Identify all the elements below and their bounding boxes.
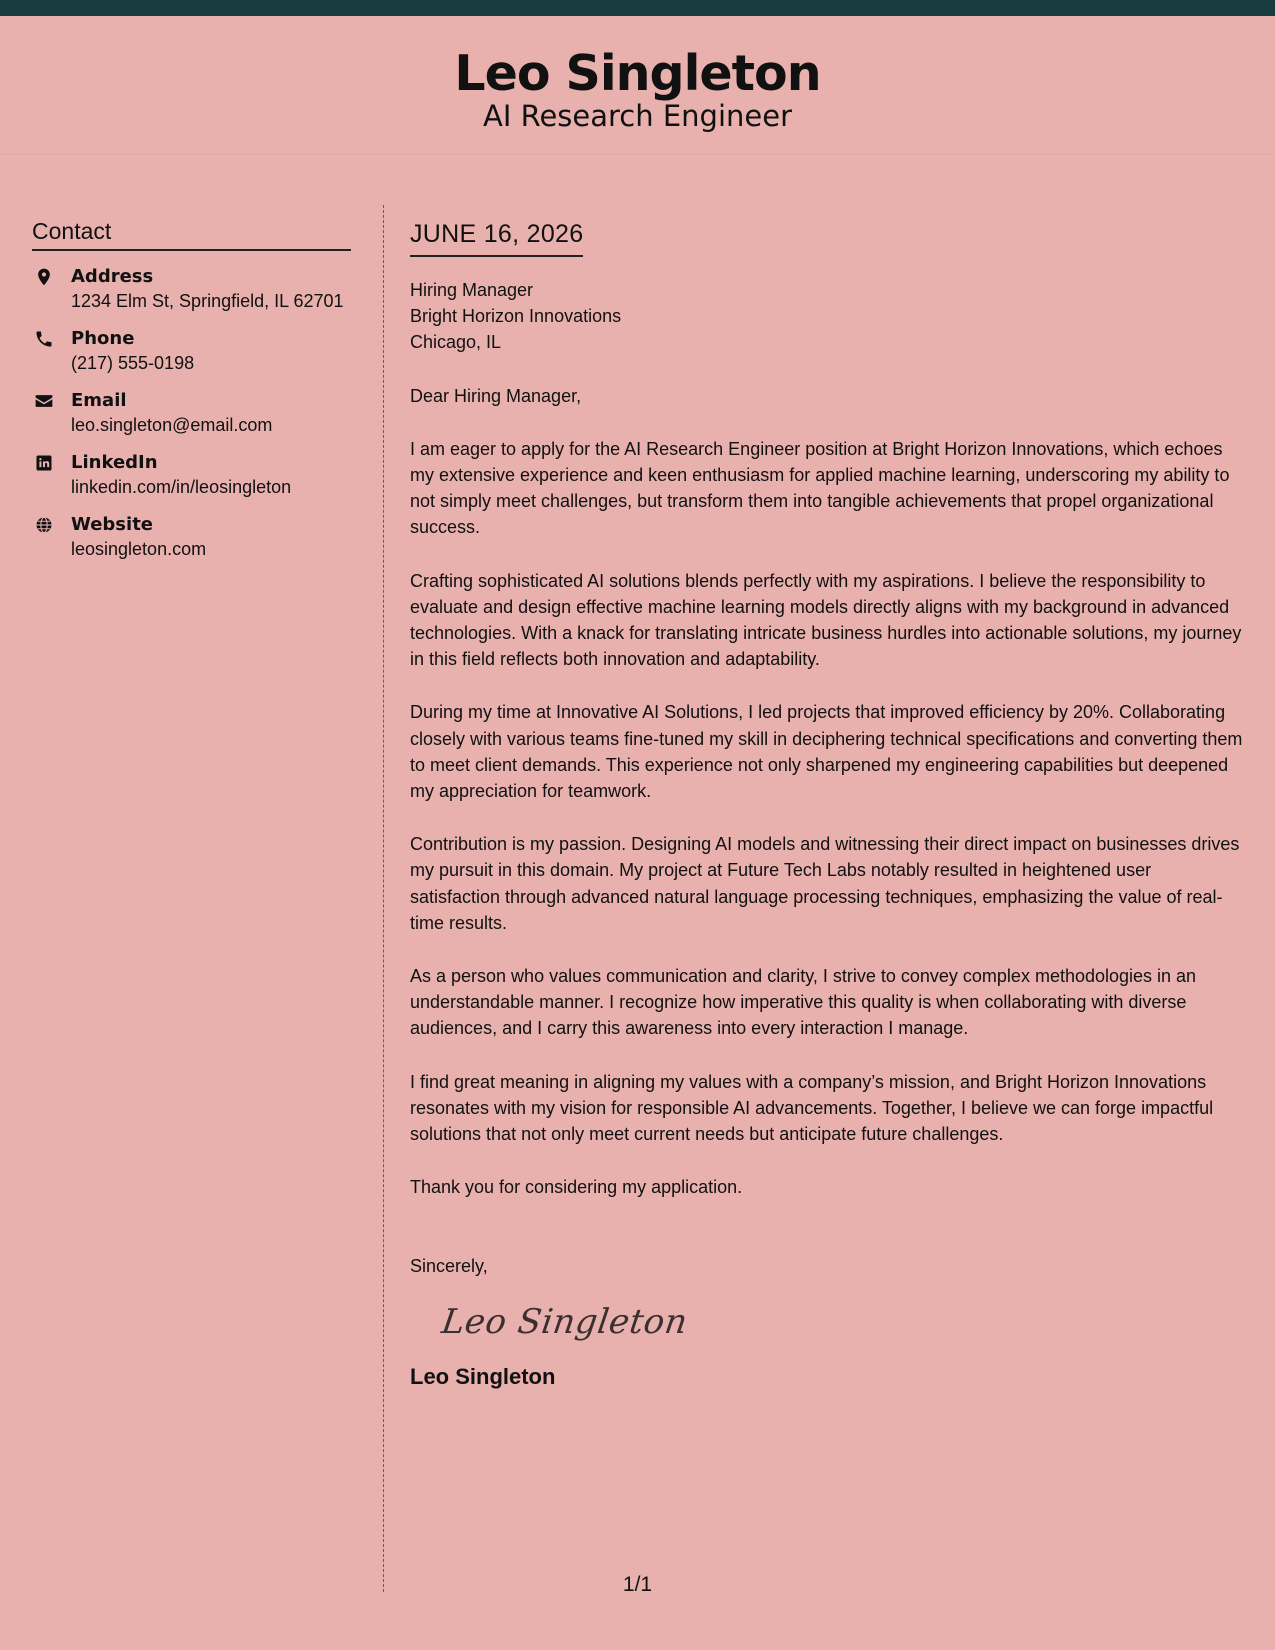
letter-body: [410, 222, 1245, 1388]
contact-value: 1234 Elm St, Springfield, IL 62701: [71, 291, 344, 311]
contact-sidebar: [32, 220, 351, 561]
recipient-company: Bright Horizon Innovations: [410, 306, 622, 327]
contact-label: Phone: [71, 328, 135, 349]
contact-value: leo.singleton@email.com: [71, 415, 273, 435]
applicant-name: Leo Singleton: [454, 45, 821, 102]
contact-label: Email: [71, 390, 127, 411]
letter-paragraph: Crafting sophisticated AI solutions blends perfectly with my aspirations. I believe the responsibility to evaluate and design effective machine learning models directly aligns with my background in advanced technologies. With a knack for translating intricate business hurdles into actionable solutions, my journey in this field reflects both innovation and adaptability.: [410, 570, 1242, 670]
letter-paragraph: I find great meaning in aligning my values with a company’s mission, and Bright Horizon Innovations resonates with my vision for responsible AI advancements. Together, I believe we can forge impactful solutions that not only meet current needs but anticipate future challenges.: [410, 1071, 1214, 1145]
contact-label: LinkedIn: [71, 452, 158, 473]
contact-address: [32, 265, 351, 313]
contact-value: leosingleton.com: [71, 539, 207, 559]
recipient-location: Chicago, IL: [410, 332, 502, 353]
page-header: [0, 16, 1275, 155]
letter-paragraph: During my time at Innovative AI Solutions, I led projects that improved efficiency by 20%. Collaborating closely with various teams fine-tuned my skill in deciphering technical specifications and converting them to meet client demands. This experience not only sharpened my engineering capabilities but deepened my appreciation for teamwork.: [410, 702, 1243, 802]
handwritten-signature: Leo Singleton: [439, 1301, 691, 1342]
recipient-title: Hiring Manager: [410, 280, 534, 300]
contact-website: [32, 513, 351, 561]
page-number: 1/1: [622, 1573, 653, 1596]
contact-linkedin: [32, 451, 351, 499]
signer-name: Leo Singleton: [410, 1363, 556, 1389]
map-pin-icon: [34, 267, 54, 287]
contact-email: [32, 389, 351, 437]
letter-date: JUNE 16, 2026: [410, 222, 583, 257]
linkedin-icon: [34, 453, 54, 473]
contact-label: Website: [71, 514, 154, 535]
column-divider: [383, 205, 384, 1592]
closing: Sincerely,: [410, 1256, 488, 1277]
letter-paragraph: Thank you for considering my application.: [410, 1177, 743, 1198]
contact-value: linkedin.com/in/leosingleton: [71, 477, 292, 497]
contact-value: (217) 555-0198: [71, 353, 195, 373]
letter-paragraph: As a person who values communication and clarity, I strive to convey complex methodologies in an understandable manner. I recognize how imperative this quality is when collaborating with diverse audiences, and I carry this awareness into every interaction I manage.: [410, 966, 1197, 1039]
phone-icon: [34, 329, 54, 349]
contact-label: Address: [71, 266, 154, 287]
letter-paragraph: I am eager to apply for the AI Research Engineer position at Bright Horizon Innovations, which echoes my extensive experience and keen enthusiasm for applied machine learning, underscoring my ability to not simply meet challenges, but transform them into tangible achievements that propel organizational success.: [410, 438, 1230, 538]
applicant-role: AI Research Engineer: [482, 99, 792, 133]
contact-phone: [32, 327, 351, 375]
letter-paragraph: Contribution is my passion. Designing AI models and witnessing their direct impact on businesses drives my pursuit in this domain. My project at Future Tech Labs notably resulted in heightened user satisfaction through advanced natural language processing techniques, emphasizing the value of real-time results.: [410, 834, 1240, 933]
greeting: Dear Hiring Manager,: [410, 385, 582, 406]
contact-heading: Contact: [32, 220, 351, 251]
recipient-block: [410, 277, 1245, 356]
envelope-icon: [34, 391, 54, 411]
globe-icon: [34, 515, 54, 535]
top-accent-bar: [0, 0, 1275, 16]
